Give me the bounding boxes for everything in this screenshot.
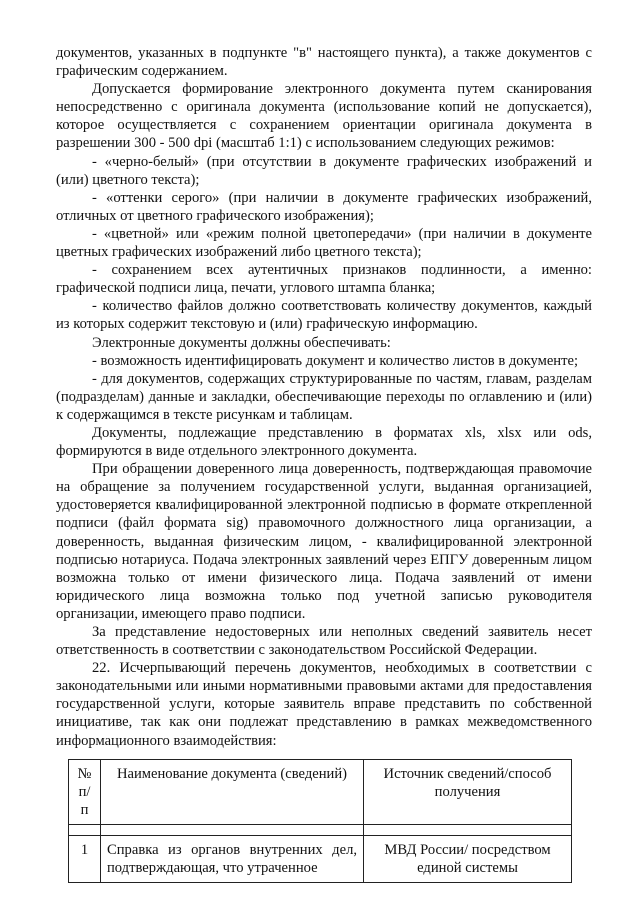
paragraph: При обращении доверенного лица доверенность, подтверждающая правомочие на обращение за получением государственной услуги, выданная организацией, удостоверяется квалифицированной электронной подписью в формате открепленной подписи (файл формата sig) правомочного должностного лица организации, а доверенность, выданная физическим лицом, - квалифицированной электронной подписью нотариуса. Подача электронных заявлений через ЕПГУ доверенным лицом возможна только от имени физического лица. Подача заявлений от имени юридического лица возможна только под учетной записью руководителя организации, имеющего право подписи. xyxy=(56,461,592,622)
paragraph: документов, указанных в подпункте "в" настоящего пункта), а также документов с графическим содержанием. xyxy=(56,45,592,80)
row-document-name: Справка из органов внутренних дел, подтверждающая, что утраченное xyxy=(101,836,364,883)
documents-table xyxy=(68,759,572,883)
paragraph: Электронные документы должны обеспечивать: xyxy=(92,334,391,351)
header-source: Источник сведений/способ получения xyxy=(364,760,572,825)
list-item: - сохранением всех аутентичных признаков подлинности, а именно: графической подписи лица, печати, углового штампа бланка; xyxy=(56,262,592,297)
paragraph: 22. Исчерпывающий перечень документов, необходимых в соответствии с законодательными или иными нормативными правовыми актами для предоставления государственной услуги, которые заявитель вправе представить по собственной инициативе, так как они подлежат представлению в рамках межведомственного информационного взаимодействия: xyxy=(56,660,592,749)
table-spacer-row xyxy=(69,825,572,836)
header-number: № п/п xyxy=(69,760,101,825)
row-source: МВД России/ посредством единой системы xyxy=(364,836,572,883)
list-item: - «черно-белый» (при отсутствии в документе графических изображений и (или) цветного текста); xyxy=(56,153,592,188)
paragraph: За представление недостоверных или неполных сведений заявитель несет ответственность в соответствии с законодательством Российской Федерации. xyxy=(56,624,592,659)
body-text xyxy=(56,44,592,750)
row-number: 1 xyxy=(69,836,101,883)
table-header-row xyxy=(69,760,572,825)
paragraph: Документы, подлежащие представлению в форматах xls, xlsx или ods, формируются в виде отдельного электронного документа. xyxy=(56,424,592,460)
list-item: - «оттенки серого» (при наличии в документе графических изображений, отличных от цветного графического изображения); xyxy=(56,189,592,224)
list-item: - для документов, содержащих структурированные по частям, главам, разделам (подразделам) данные и закладки, обеспечивающие переходы по оглавлению и (или) к содержащимся в тексте рисункам и таблицам. xyxy=(56,370,592,423)
list-item: - количество файлов должно соответствовать количеству документов, каждый из которых содержит текстовую и (или) графическую информацию. xyxy=(56,298,592,333)
table-row xyxy=(69,836,572,883)
paragraph: Допускается формирование электронного документа путем сканирования непосредственно с оригинала документа (использование копий не допускается), которое осуществляется с сохранением ориентации оригинала документа в разрешении 300 - 500 dpi (масштаб 1:1) с использованием следующих режимов: xyxy=(56,81,592,152)
list-item: - «цветной» или «режим полной цветопередачи» (при наличии в документе цветных графических изображений либо цветного текста); xyxy=(56,225,592,261)
header-document-name: Наименование документа (сведений) xyxy=(101,760,364,825)
list-item: - возможность идентифицировать документ и количество листов в документе; xyxy=(92,352,579,369)
